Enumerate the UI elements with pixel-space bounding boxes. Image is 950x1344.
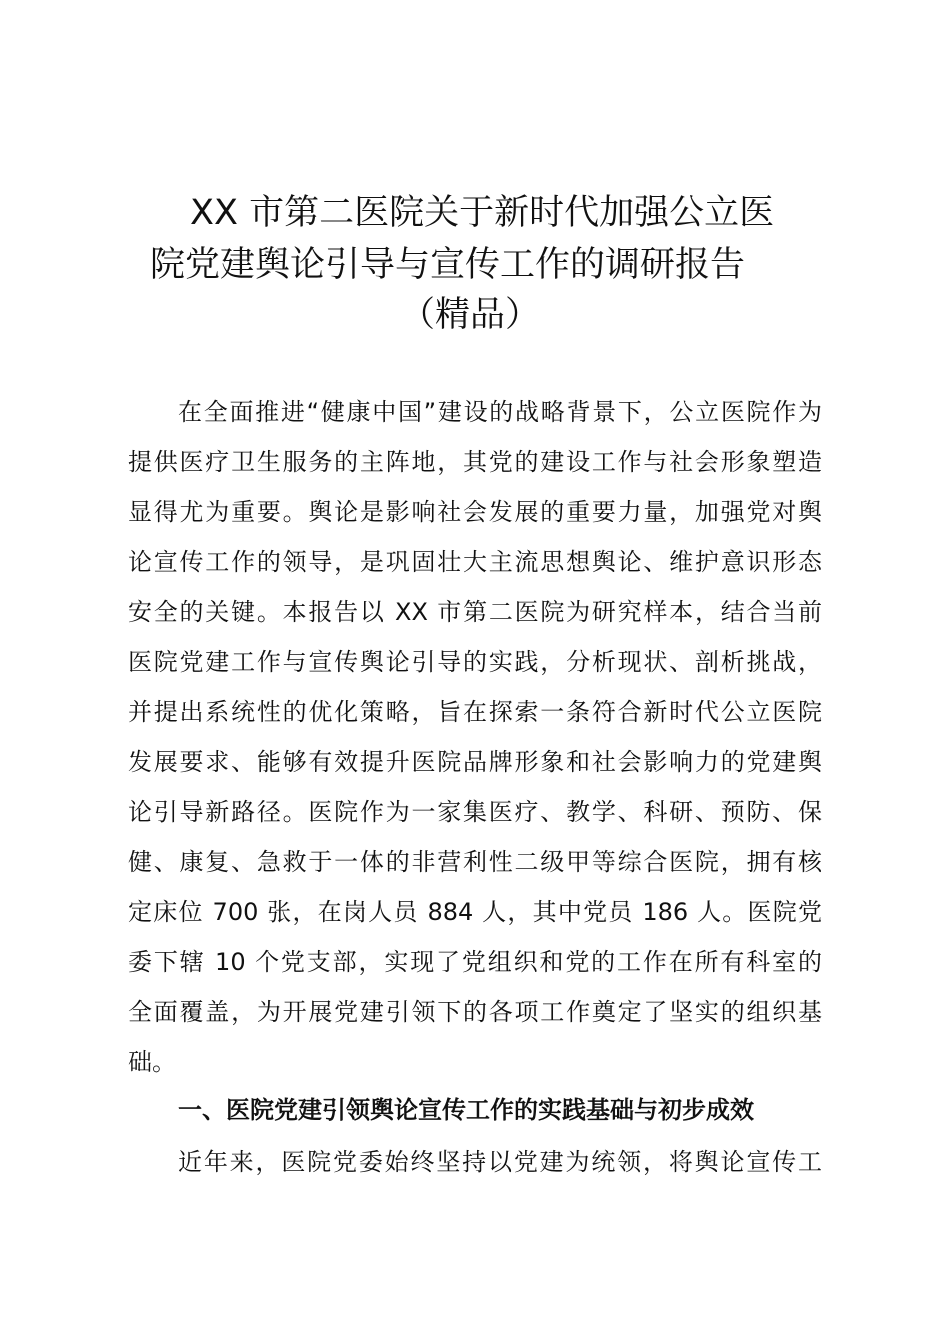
title-line-2: 院党建舆论引导与宣传工作的调研报告 (150, 245, 746, 285)
paragraph-line: 在全面推进“健康中国”建设的战略背景下，公立医院作为 (178, 398, 822, 426)
paragraph-line: 提供医疗卫生服务的主阵地，其党的建设工作与社会形象塑造 (128, 448, 822, 476)
paragraph-line: 定床位 700 张，在岗人员 884 人，其中党员 186 人。医院党 (128, 898, 822, 926)
paragraph-line: 础。 (128, 1048, 176, 1076)
paragraph-line: 医院党建工作与宣传舆论引导的实践，分析现状、剖析挑战， (128, 648, 822, 676)
title-line-1: XX 市第二医院关于新时代加强公立医 (190, 193, 775, 233)
paragraph-line: 委下辖 10 个党支部，实现了党组织和党的工作在所有科室的 (128, 948, 822, 976)
section-heading: 一、医院党建引领舆论宣传工作的实践基础与初步成效 (178, 1096, 754, 1124)
paragraph-line: 并提出系统性的优化策略，旨在探索一条符合新时代公立医院 (128, 698, 822, 726)
paragraph-line: 安全的关键。本报告以 XX 市第二医院为研究样本，结合当前 (128, 598, 822, 626)
paragraph-line: 论宣传工作的领导，是巩固壮大主流思想舆论、维护意识形态 (128, 548, 822, 576)
paragraph-line: 显得尤为重要。舆论是影响社会发展的重要力量，加强党对舆 (128, 498, 822, 526)
title-line-3: （精品） (400, 295, 541, 335)
paragraph-line: 全面覆盖，为开展党建引领下的各项工作奠定了坚实的组织基 (128, 998, 822, 1026)
paragraph-line: 发展要求、能够有效提升医院品牌形象和社会影响力的党建舆 (128, 748, 822, 776)
paragraph-line: 健、康复、急救于一体的非营利性二级甲等综合医院，拥有核 (128, 848, 822, 876)
paragraph-line: 论引导新路径。医院作为一家集医疗、教学、科研、预防、保 (128, 798, 822, 826)
paragraph-line: 近年来，医院党委始终坚持以党建为统领，将舆论宣传工 (178, 1148, 822, 1176)
